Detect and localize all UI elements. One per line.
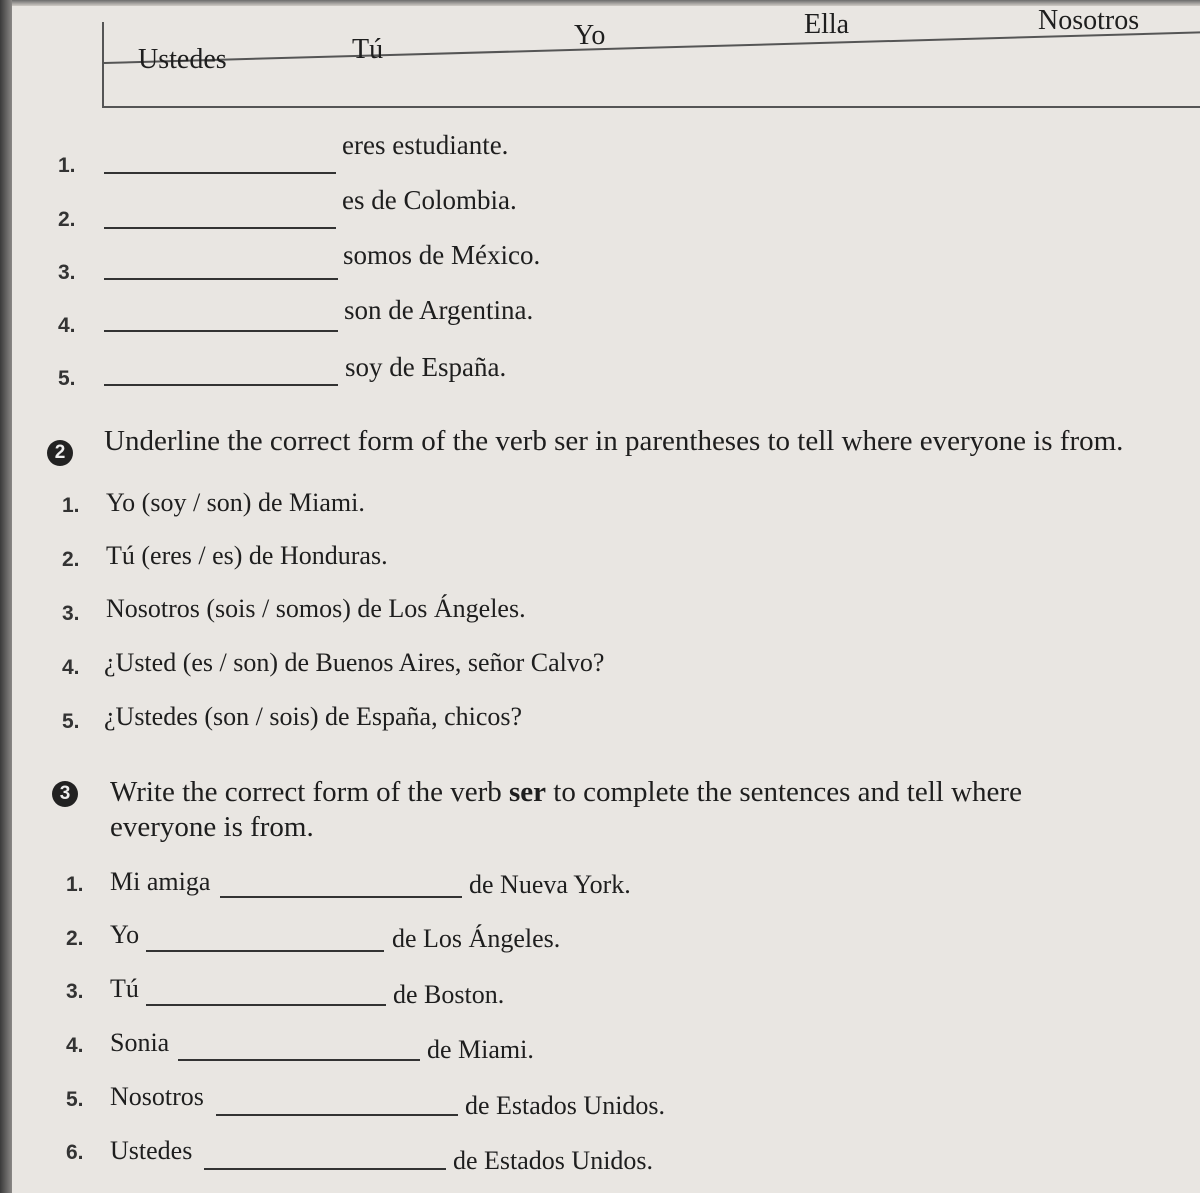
section-instruction: Write the correct form of the verb ser to complete the sentences and tell where [110,776,1022,808]
sentence-text: eres estudiante. [342,130,509,160]
item-number: 5. [66,1088,84,1111]
sentence-text: es de Colombia. [342,185,517,215]
answer-blank[interactable] [146,950,384,952]
sentence-text: de Nueva York. [469,870,631,899]
sentence-text: de Los Ángeles. [392,924,561,953]
item-number: 5. [62,710,80,733]
answer-blank[interactable] [104,384,338,386]
sentence-text: de Estados Unidos. [465,1091,666,1120]
sentence-text: de Estados Unidos. [453,1146,654,1175]
item-number: 2. [58,208,76,231]
sentence-text: de Miami. [427,1035,534,1064]
item-number: 6. [66,1141,84,1164]
sentence-text: Tú (eres / es) de Honduras. [106,541,388,570]
answer-blank[interactable] [146,1004,386,1006]
sentence-subject: Nosotros [110,1082,204,1111]
word-bank-box [102,22,1200,108]
word-bank-item: Tú [352,34,384,65]
item-number: 3. [66,980,84,1003]
sentence-text: son de Argentina. [344,295,534,325]
sentence-subject: Ustedes [110,1136,193,1165]
sentence-subject: Tú [110,974,139,1003]
sentence-text: Nosotros (sois / somos) de Los Ángeles. [106,594,526,623]
word-bank-item: Ustedes [138,44,227,75]
answer-blank[interactable] [204,1168,446,1170]
page-top-edge [0,0,1200,6]
answer-blank[interactable] [104,330,338,332]
item-number: 1. [66,873,84,896]
section-instruction-continued: everyone is from. [110,811,314,843]
sentence-subject: Sonia [110,1028,170,1057]
word-bank-item: Yo [574,20,606,51]
item-number: 3. [58,261,76,284]
answer-blank[interactable] [104,278,338,280]
answer-blank[interactable] [216,1114,458,1116]
section-badge: 2 [47,440,73,466]
sentence-text: ¿Usted (es / son) de Buenos Aires, señor Calvo? [104,648,605,677]
item-number: 2. [62,548,80,571]
sentence-text: soy de España. [345,352,507,382]
item-number: 4. [58,314,76,337]
answer-blank[interactable] [220,896,462,898]
answer-blank[interactable] [104,227,336,229]
sentence-subject: Mi amiga [110,867,211,896]
item-number: 4. [66,1034,84,1057]
section-instruction: Underline the correct form of the verb ser in parentheses to tell where everyone is from. [104,425,1124,457]
section-badge: 3 [52,781,78,807]
answer-blank[interactable] [178,1059,420,1061]
sentence-text: Yo (soy / son) de Miami. [106,488,365,517]
item-number: 1. [62,494,80,517]
item-number: 3. [62,602,80,625]
item-number: 1. [58,154,76,177]
word-bank-item: Nosotros [1038,5,1140,36]
item-number: 2. [66,927,84,950]
item-number: 4. [62,656,80,679]
sentence-text: ¿Ustedes (son / sois) de España, chicos? [104,702,523,731]
sentence-subject: Yo [110,920,140,949]
answer-blank[interactable] [104,172,336,174]
sentence-text: somos de México. [343,240,541,270]
item-number: 5. [58,367,76,390]
sentence-text: de Boston. [393,980,505,1009]
page-shadow [0,0,12,1193]
word-bank-item: Ella [804,9,850,40]
